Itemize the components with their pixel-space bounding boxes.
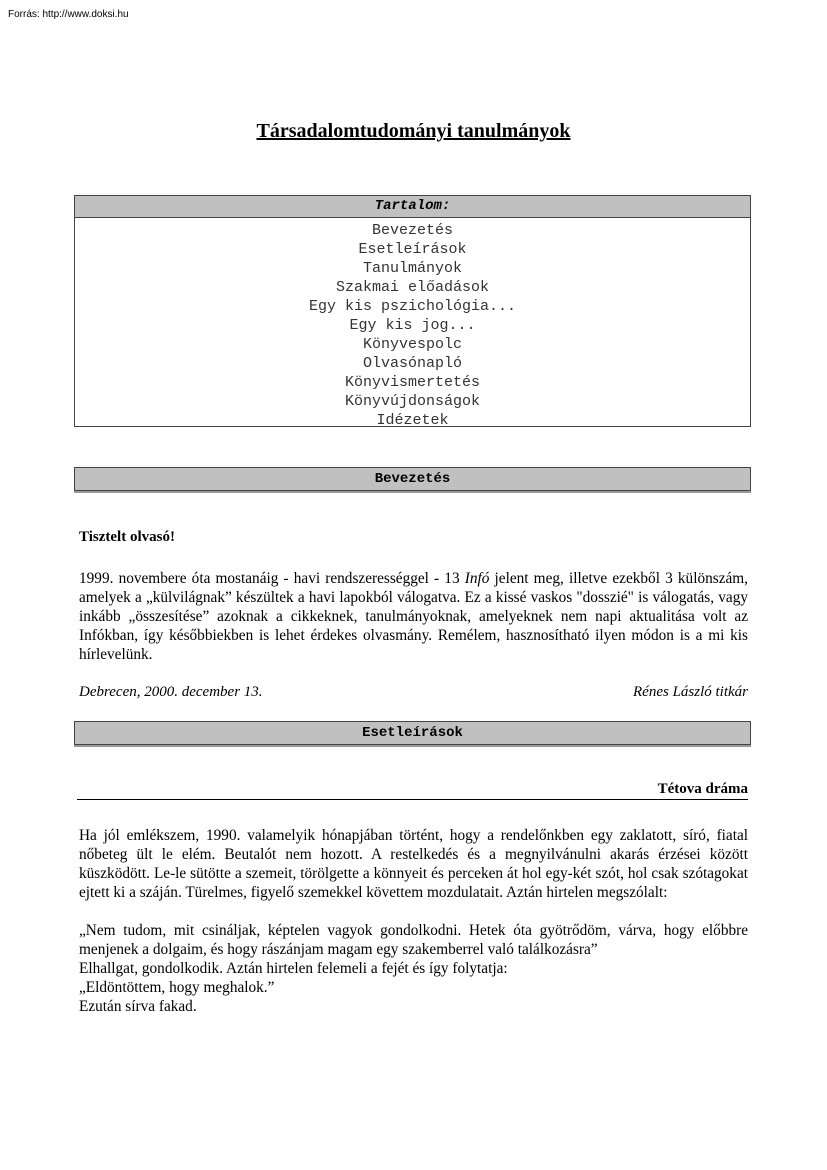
- place-date: Debrecen, 2000. december 13.: [79, 684, 263, 700]
- story-line-end: Ezután sírva fakad.: [79, 998, 197, 1015]
- intro-text-end: jelent meg, illetve ezekből 3 különszám, amelyek a „külvilágnak” készültek a havi lapokból válogatva. Ez a kissé vaskos "dosszié" is válogatás, vagy inkább „összesítése” azoknak a cikkeknek, tanulmányoknak, amelyeknek nem napi aktualitása volt az Infókban, így későbbiekben is lehet érdekes olvasmány. Remélem, hasznosítható ilyen módon is a mi kis hírlevelünk.: [79, 570, 748, 663]
- intro-paragraph: [79, 569, 748, 664]
- story-line: Elhallgat, gondolkodik. Aztán hirtelen felemeli a fejét és így folytatja:: [79, 960, 508, 977]
- toc-item[interactable]: Idézetek: [376, 412, 449, 429]
- story-title: Tétova dráma: [77, 781, 748, 800]
- source-url: Forrás: http://www.doksi.hu: [8, 9, 129, 20]
- toc-item[interactable]: Egy kis pszichológia...: [308, 298, 517, 315]
- toc-item[interactable]: Könyvismertetés: [344, 374, 481, 391]
- story-paragraph: Ha jól emlékszem, 1990. valamelyik hónapjában történt, hogy a rendelőnkben egy zaklatott, síró, fiatal nőbeteg ült le elém. Beutalót nem hozott. A restelkedés és a megnyilvánulni akarás érzései között küszködött. Le-le sütötte a szemeit, törölgette a könnyeit és perceken át hol egy-két szót, hol csak szótagokat ejtett ki a száján. Türelmes, figyelő szemekkel követtem mozdulatait. Aztán hirtelen megszólalt:: [79, 827, 748, 901]
- intro-text-start: 1999. novembere óta mostanáig - havi rendszerességgel - 13: [79, 570, 465, 587]
- info-title: Infó: [464, 570, 490, 587]
- story-quote-short: „Eldöntöttem, hogy meghalok.”: [79, 979, 275, 996]
- signature: Rénes László titkár: [633, 684, 748, 700]
- toc-header: Tartalom:: [75, 196, 750, 218]
- toc-item[interactable]: Esetleírások: [358, 241, 467, 258]
- section-header-cases: Esetleírások: [74, 721, 751, 745]
- toc-item[interactable]: Egy kis jog...: [349, 317, 476, 334]
- section-header-intro: Bevezetés: [74, 467, 751, 491]
- toc-item[interactable]: Könyvespolc: [362, 336, 463, 353]
- toc-item[interactable]: Szakmai előadások: [335, 279, 490, 296]
- toc-list: [75, 218, 750, 430]
- toc-item[interactable]: Olvasónapló: [362, 355, 463, 372]
- toc-item[interactable]: Könyvújdonságok: [344, 393, 481, 410]
- toc-item[interactable]: Tanulmányok: [362, 260, 463, 277]
- story-quote: „Nem tudom, mit csináljak, képtelen vagyok gondolkodni. Hetek óta gyötrődöm, várva, hogy előbbre menjenek a dolgaim, és hogy rászánjam magam egy szakemberrel való találkozásra”: [79, 922, 748, 958]
- document-title: Társadalomtudományi tanulmányok: [256, 120, 571, 142]
- toc-item[interactable]: Bevezetés: [371, 222, 453, 239]
- greeting: Tisztelt olvasó!: [79, 529, 175, 545]
- table-of-contents: [74, 195, 751, 427]
